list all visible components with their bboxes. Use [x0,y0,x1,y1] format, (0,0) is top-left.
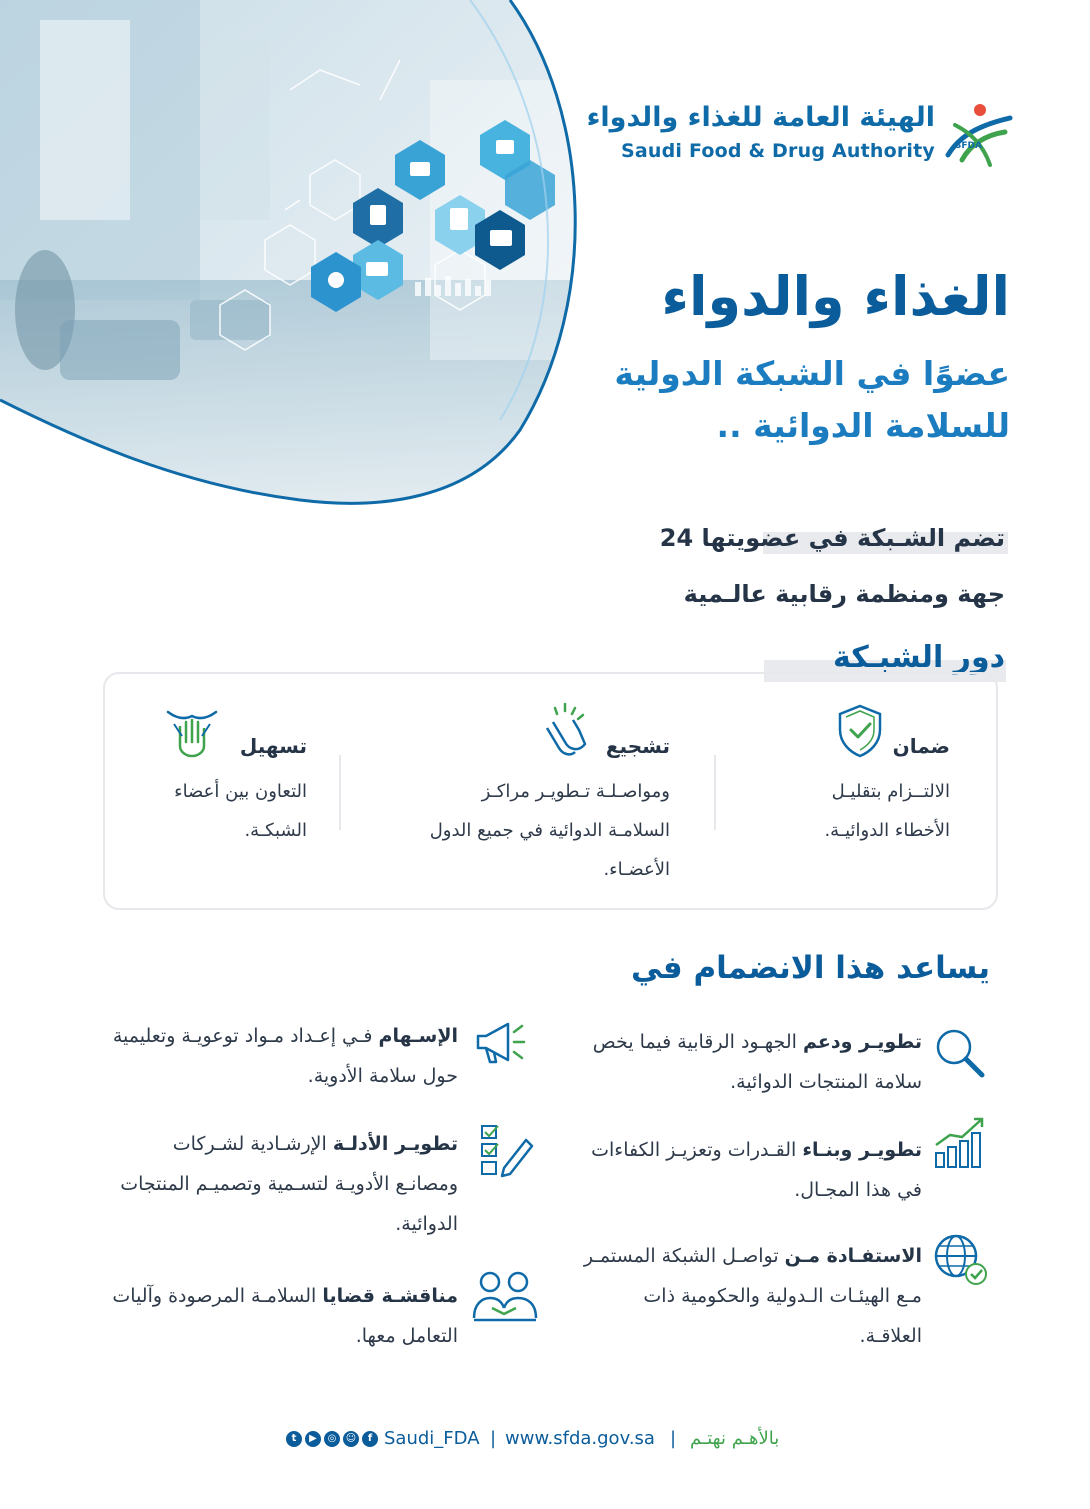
divider [714,755,716,830]
intro-text [660,510,1005,622]
benefit-text [582,1130,922,1210]
roles-heading: دور الشبـكة [833,640,1005,675]
benefit-body: القـدرات وتعزيـز الكفاءات في هذا المجـال. [591,1139,922,1201]
benefit-item [582,1236,922,1356]
benefit-item [108,1124,458,1244]
benefit-bold: تطويـر وبنـاء [802,1139,922,1161]
benefit-item [108,1276,458,1356]
footer [0,1428,1090,1458]
role-text: ومواصـلـة تـطويـر مراكـز السلامـة الدوائية في جميع الدول الأعضـاء. [429,781,670,880]
benefits-heading: يساعد هذا الانضمام في [630,950,990,986]
sfda-logo [586,100,1015,175]
role-title: تسهيل [239,734,307,758]
sfda-logo-mark-icon [940,100,1015,170]
benefit-bold: مناقشـة قضايا [322,1285,458,1307]
logo-english-name: Saudi Food & Drug Authority [620,140,935,162]
youtube-icon[interactable]: ▶ [305,1431,321,1447]
twitter-icon[interactable]: t [286,1431,302,1447]
benefit-item [582,1022,922,1102]
megaphone-icon [472,1014,528,1070]
divider [339,755,341,830]
page-title: الغذاء والدواء [661,265,1010,328]
globe-check-icon [932,1232,988,1288]
benefit-bold: الاستفـادة مـن [784,1245,922,1267]
benefit-text [108,1016,458,1096]
role-title: ضمان [892,734,950,758]
benefit-bold: تطويـر الأدلـة [332,1133,458,1155]
shield-check-icon [830,700,890,760]
benefit-bold: تطويـر ودعم [802,1031,922,1053]
website-link[interactable]: www.sfda.gov.sa [505,1428,655,1449]
footer-slogan: بالأهـم نهتـم [690,1428,780,1449]
instagram-icon[interactable]: ◎ [324,1431,340,1447]
benefit-body: تواصـل الشبكة المستمـر مـع الهيئـات الـدولية والحكومية ذات العلاقـة. [583,1245,922,1347]
social-handle[interactable]: Saudi_FDA [384,1428,480,1449]
benefit-item [108,1016,458,1096]
checklist-pen-icon [478,1122,534,1178]
people-discussion-icon [470,1268,540,1324]
benefit-bold: الإسـهام [378,1025,458,1047]
footer-separator: | [490,1428,497,1449]
benefit-body: السلامـة المرصودة وآليات التعامل معها. [112,1285,458,1347]
benefit-text [582,1022,922,1102]
page-subtitle: عضوًا في الشبكة الدولية للسلامة الدوائية .. [614,354,1010,445]
clapping-hands-icon [535,700,595,760]
snapchat-icon[interactable]: ☺ [343,1431,359,1447]
benefit-text [108,1276,458,1356]
teamwork-hands-icon [162,700,222,760]
benefit-body: فـي إعـداد مـواد توعويـة وتعليمية حول سلامة الأدوية. [112,1025,458,1087]
footer-separator: | [670,1428,677,1449]
role-text: التعاون بين أعضاء الشبكـة. [174,781,307,841]
role-title: تشجيع [605,734,670,758]
growth-chart-icon [932,1115,988,1171]
magnifier-icon [932,1025,988,1081]
benefit-body: الجهـود الرقابية فيما يخص سلامة المنتجات الدوائية. [592,1031,922,1093]
intro-line-2: جهة ومنظمة رقابية عالـمية [683,580,1005,608]
intro-line-1: تضم الشـبكة في عضويتها 24 [659,524,1005,552]
benefit-item [582,1130,922,1210]
role-text: الالتــزام بتقليـل الأخطاء الدوائيـة. [824,781,950,841]
hero-image [0,0,600,540]
benefit-body: الإرشـادية لشـركات ومصانـع الأدويـة لتسـمية وتصميـم المنتجات الدوائية. [120,1133,458,1235]
facebook-icon[interactable]: f [362,1431,378,1447]
logo-arabic-name: الهيئة العامة للغذاء والدواء [586,102,935,133]
benefit-text [582,1236,922,1356]
logo-mark-text: SFDA [954,141,982,151]
benefit-text [108,1124,458,1244]
